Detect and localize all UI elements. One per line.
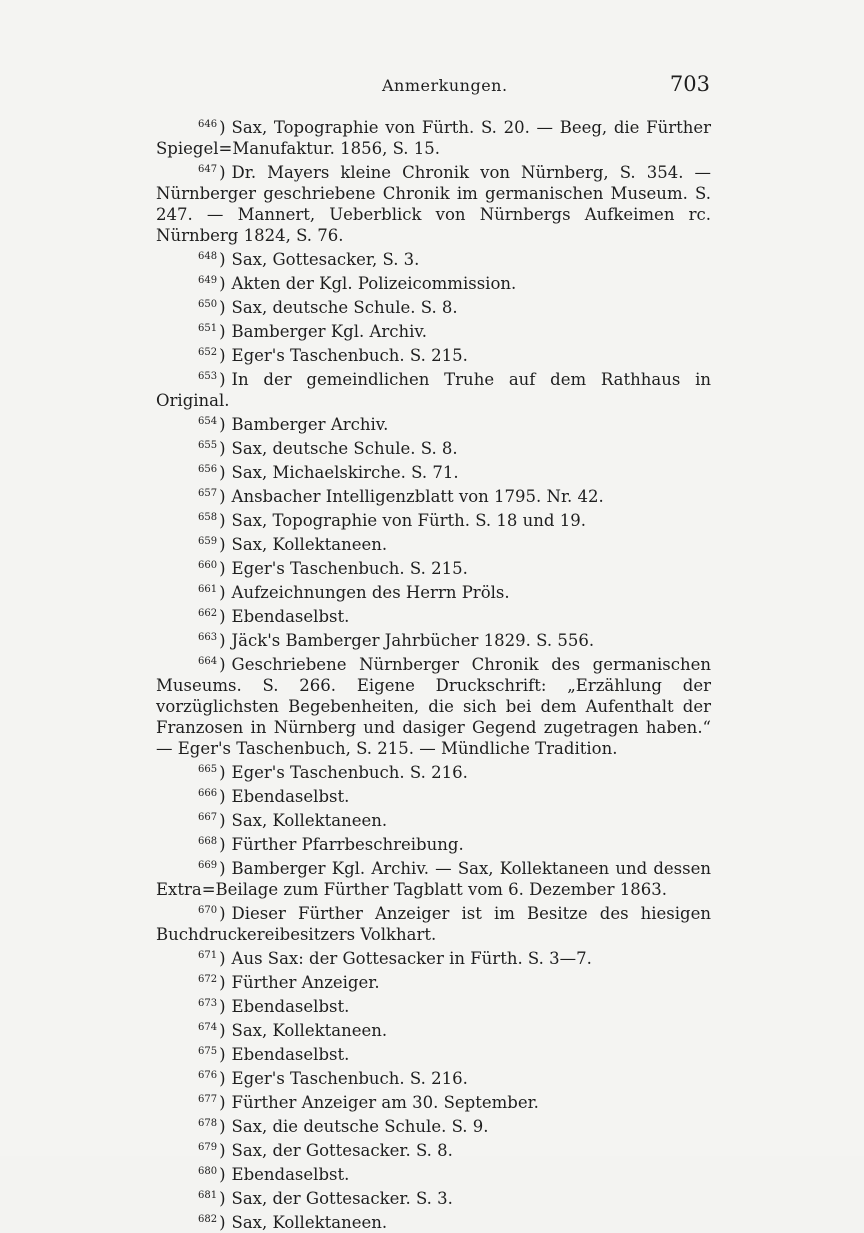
note-text: Ebendaselbst. [231,997,350,1016]
endnote: $^{649}$ ) Akten der Kgl. Polizeicommission. [198,274,517,293]
note-number: 662 [198,608,218,619]
note-number: 651 [198,323,218,334]
endnote: $^{671}$ ) Aus Sax: der Gottesacker in Fürth. S. 3—7. [198,949,592,968]
endnote: $^{672}$ ) Fürther Anzeiger. [198,973,380,992]
note-text: Sax, Kollektaneen. [231,535,388,554]
note-text: Sax, der Gottesacker. S. 3. [231,1189,453,1208]
endnote: $^{673}$ ) Ebendaselbst. [198,997,350,1016]
note-number: 663 [198,632,218,643]
endnote: $^{653}$ ) In der gemeindlichen Truhe auf dem Rathhaus in Original. [156,370,711,410]
note-number: 649 [198,275,218,286]
page-number: 703 [669,72,710,96]
note-text: In der gemeindlichen Truhe auf dem Rathhaus in Original. [156,370,711,410]
note-number: 680 [198,1166,218,1177]
note-text: Eger's Taschenbuch. S. 216. [231,763,468,782]
note-text: Fürther Pfarrbeschreibung. [231,835,464,854]
endnote: $^{648}$ ) Sax, Gottesacker, S. 3. [198,250,420,269]
endnote: $^{676}$ ) Eger's Taschenbuch. S. 216. [198,1069,468,1088]
note-number: 669 [198,860,218,871]
note-text: Ebendaselbst. [231,1165,350,1184]
endnote: $^{660}$ ) Eger's Taschenbuch. S. 215. [198,559,468,578]
note-number: 670 [198,905,218,916]
endnote: $^{659}$ ) Sax, Kollektaneen. [198,535,388,554]
note-text: Dr. Mayers kleine Chronik von Nürnberg, S. 354. — Nürnberger geschriebene Chronik im germanischen Museum. S. 247. — Mannert, Ueberblick von Nürnbergs Aufkeimen rc. Nürnberg 1824, S. 76. [156,163,711,245]
endnote: $^{674}$ ) Sax, Kollektaneen. [198,1021,388,1040]
note-text: Eger's Taschenbuch. S. 215. [231,346,468,365]
note-number: 673 [198,998,218,1009]
note-text: Sax, Kollektaneen. [231,1213,388,1232]
note-number: 658 [198,512,218,523]
endnote: $^{682}$ ) Sax, Kollektaneen. [198,1213,388,1232]
endnote: $^{678}$ ) Sax, die deutsche Schule. S. 9. [198,1117,489,1136]
running-head [155,72,710,98]
note-number: 653 [198,371,218,382]
note-number: 660 [198,560,218,571]
note-text: Geschriebene Nürnberger Chronik des germanischen Museums. S. 266. Eigene Druckschrift: „Erzählung der vorzüglichsten Begebenheiten, die sich bei dem Aufenthalt der Franzosen in Nürnberg und dasiger Gegend zugetragen haben.“ — Eger's Taschenbuch, S. 215. — Mündliche Tradition. [156,655,711,758]
endnote: $^{662}$ ) Ebendaselbst. [198,607,350,626]
note-text: Aus Sax: der Gottesacker in Fürth. S. 3—7. [231,949,592,968]
endnote: $^{677}$ ) Fürther Anzeiger am 30. September. [198,1093,539,1112]
note-number: 668 [198,836,218,847]
endnote: $^{681}$ ) Sax, der Gottesacker. S. 3. [198,1189,453,1208]
note-number: 650 [198,299,218,310]
note-text: Bamberger Kgl. Archiv. [231,322,428,341]
note-text: Ebendaselbst. [231,787,350,806]
note-number: 676 [198,1070,218,1081]
endnote: $^{651}$ ) Bamberger Kgl. Archiv. [198,322,428,341]
endnote: $^{669}$ ) Bamberger Kgl. Archiv. — Sax, Kollektaneen und dessen Extra=Beilage zum Fürther Tagblatt vom 6. Dezember 1863. [156,859,711,899]
note-text: Ansbacher Intelligenzblatt von 1795. Nr. 42. [231,487,604,506]
endnote: $^{656}$ ) Sax, Michaelskirche. S. 71. [198,463,459,482]
note-number: 674 [198,1022,218,1033]
endnote: $^{654}$ ) Bamberger Archiv. [198,415,389,434]
endnote: $^{646}$ ) Sax, Topographie von Fürth. S. 20. — Beeg, die Fürther Spiegel=Manufaktur. 1856, S. 15. [156,118,711,158]
endnote: $^{650}$ ) Sax, deutsche Schule. S. 8. [198,298,458,317]
note-number: 682 [198,1214,218,1225]
note-number: 672 [198,974,218,985]
note-number: 681 [198,1190,218,1201]
endnote: $^{666}$ ) Ebendaselbst. [198,787,350,806]
note-text: Sax, der Gottesacker. S. 8. [231,1141,453,1160]
endnote: $^{664}$ ) Geschriebene Nürnberger Chronik des germanischen Museums. S. 266. Eigene Druckschrift: „Erzählung der vorzüglichsten Begebenheiten, die sich bei dem Aufenthalt der Franzosen in Nürnberg und dasiger Gegend zugetragen haben.“ — Eger's Taschenbuch, S. 215. — Mündliche Tradition. [156,655,711,758]
note-text: Sax, Gottesacker, S. 3. [231,250,420,269]
note-text: Sax, die deutsche Schule. S. 9. [231,1117,489,1136]
note-text: Sax, Kollektaneen. [231,811,388,830]
note-number: 648 [198,251,218,262]
endnote: $^{663}$ ) Jäck's Bamberger Jahrbücher 1829. S. 556. [198,631,595,650]
note-text: Ebendaselbst. [231,1045,350,1064]
note-text: Bamberger Kgl. Archiv. — Sax, Kollektaneen und dessen Extra=Beilage zum Fürther Tagblatt vom 6. Dezember 1863. [156,859,711,899]
note-text: Eger's Taschenbuch. S. 215. [231,559,468,578]
endnote: $^{680}$ ) Ebendaselbst. [198,1165,350,1184]
note-number: 678 [198,1118,218,1129]
note-number: 664 [198,656,218,667]
note-number: 659 [198,536,218,547]
note-number: 654 [198,416,218,427]
endnote: $^{667}$ ) Sax, Kollektaneen. [198,811,388,830]
note-number: 657 [198,488,218,499]
note-text: Sax, deutsche Schule. S. 8. [231,298,458,317]
endnotes-list [156,114,711,1233]
note-number: 675 [198,1046,218,1057]
note-number: 647 [198,164,218,175]
note-number: 661 [198,584,218,595]
endnote: $^{647}$ ) Dr. Mayers kleine Chronik von Nürnberg, S. 354. — Nürnberger geschriebene Chronik im germanischen Museum. S. 247. — Mannert, Ueberblick von Nürnbergs Aufkeimen rc. Nürnberg 1824, S. 76. [156,163,711,245]
note-number: 671 [198,950,218,961]
endnote: $^{655}$ ) Sax, deutsche Schule. S. 8. [198,439,458,458]
note-number: 655 [198,440,218,451]
note-text: Fürther Anzeiger. [231,973,380,992]
note-number: 646 [198,119,218,130]
note-text: Sax, deutsche Schule. S. 8. [231,439,458,458]
note-number: 677 [198,1094,218,1105]
note-text: Ebendaselbst. [231,607,350,626]
note-number: 679 [198,1142,218,1153]
note-text: Eger's Taschenbuch. S. 216. [231,1069,468,1088]
note-number: 667 [198,812,218,823]
note-number: 665 [198,764,218,775]
note-number: 656 [198,464,218,475]
note-text: Akten der Kgl. Polizeicommission. [231,274,517,293]
note-text: Bamberger Archiv. [231,415,389,434]
endnote: $^{668}$ ) Fürther Pfarrbeschreibung. [198,835,464,854]
endnote: $^{670}$ ) Dieser Fürther Anzeiger ist im Besitze des hiesigen Buchdruckereibesitzers Volkhart. [156,904,711,944]
note-text: Fürther Anzeiger am 30. September. [231,1093,539,1112]
note-text: Dieser Fürther Anzeiger ist im Besitze des hiesigen Buchdruckereibesitzers Volkhart. [156,904,711,944]
note-text: Sax, Topographie von Fürth. S. 18 und 19. [231,511,586,530]
endnote: $^{679}$ ) Sax, der Gottesacker. S. 8. [198,1141,453,1160]
endnote: $^{652}$ ) Eger's Taschenbuch. S. 215. [198,346,468,365]
endnote: $^{661}$ ) Aufzeichnungen des Herrn Pröls. [198,583,510,602]
note-number: 652 [198,347,218,358]
endnote: $^{657}$ ) Ansbacher Intelligenzblatt von 1795. Nr. 42. [198,487,604,506]
note-text: Aufzeichnungen des Herrn Pröls. [231,583,510,602]
endnote: $^{675}$ ) Ebendaselbst. [198,1045,350,1064]
note-text: Sax, Topographie von Fürth. S. 20. — Beeg, die Fürther Spiegel=Manufaktur. 1856, S. 15. [156,118,711,158]
endnote: $^{665}$ ) Eger's Taschenbuch. S. 216. [198,763,468,782]
note-text: Sax, Kollektaneen. [231,1021,388,1040]
endnote: $^{658}$ ) Sax, Topographie von Fürth. S. 18 und 19. [198,511,586,530]
note-text: Jäck's Bamberger Jahrbücher 1829. S. 556. [231,631,595,650]
note-number: 666 [198,788,218,799]
note-text: Sax, Michaelskirche. S. 71. [231,463,459,482]
running-title: Anmerkungen. [382,76,508,95]
